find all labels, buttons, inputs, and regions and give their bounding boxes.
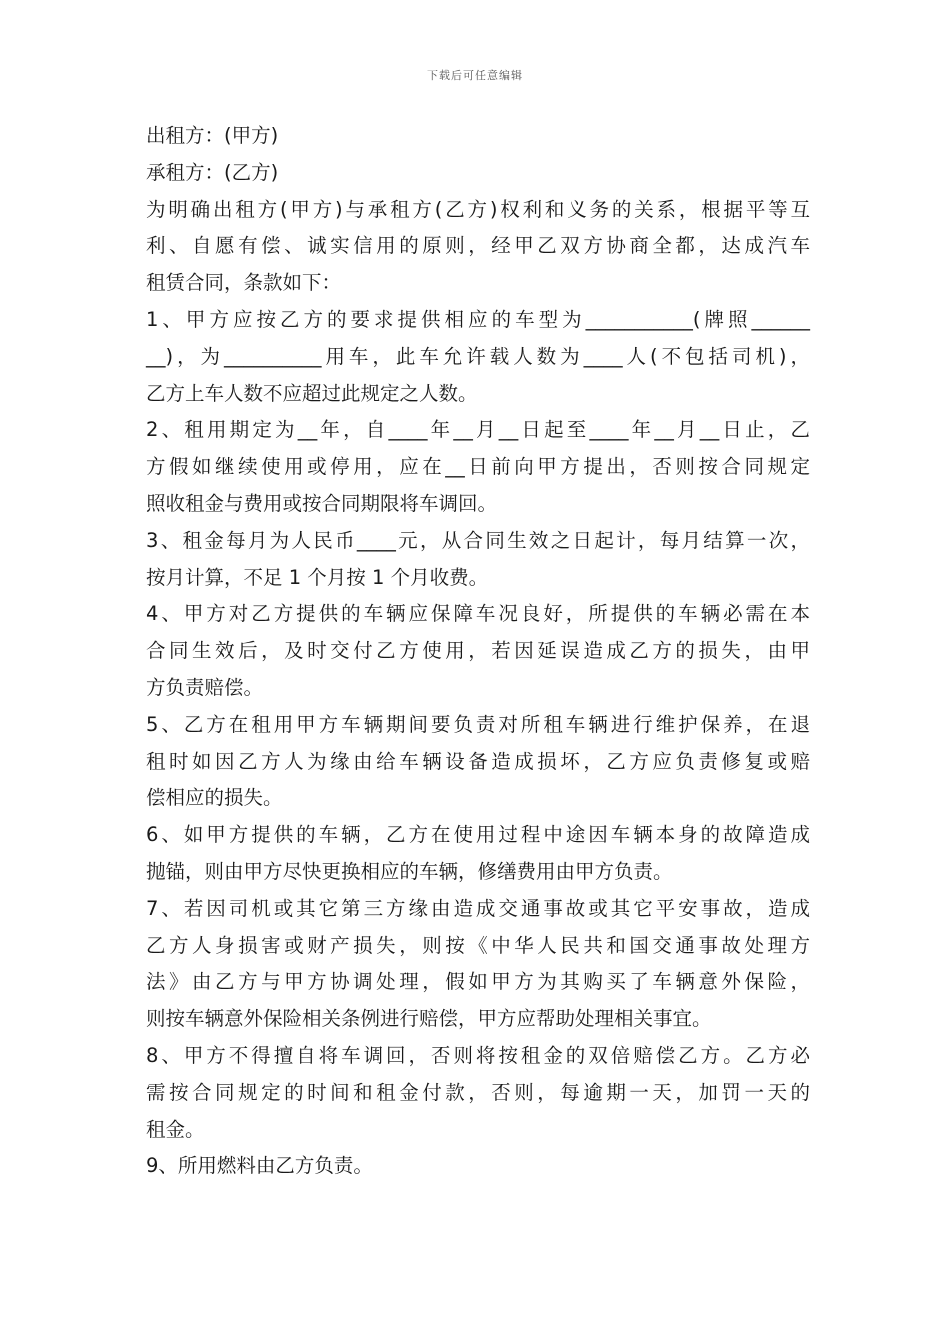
- clause-5-line: 偿相应的损失。: [146, 786, 283, 810]
- clause-5-line: 5、乙方在租用甲方车辆期间要负责对所租车辆进行维护保养，在退: [146, 712, 810, 736]
- clause-1-line: 乙方上车人数不应超过此规定之人数。: [146, 381, 478, 405]
- clause-3-line: 按月计算，不足 1 个月按 1 个月收费。: [146, 565, 489, 589]
- contract-body: [146, 118, 810, 1185]
- clause-7-line: 法》由乙方与甲方协调处理，假如甲方为其购买了车辆意外保险，: [146, 970, 810, 994]
- clause-8-line: 需按合同规定的时间和租金付款，否则，每逾期一天，加罚一天的: [146, 1080, 810, 1104]
- clause-4-line: 方负责赔偿。: [146, 675, 264, 699]
- clause-4-line: 合同生效后，及时交付乙方使用，若因延误造成乙方的损失，由甲: [146, 639, 810, 663]
- clause-2-line: 照收租金与费用或按合同期限将车调回。: [146, 491, 498, 515]
- preamble-line: 利、自愿有偿、诚实信用的原则，经甲乙双方协商全都，达成汽车: [146, 234, 810, 258]
- clause-1-line: __)，为__________用车，此车允许载人数为____人(不包括司机)，: [146, 344, 810, 368]
- clause-8-line: 租金。: [146, 1117, 205, 1141]
- clause-3-line: 3、租金每月为人民币____元，从合同生效之日起计，每月结算一次，: [146, 528, 810, 552]
- lessor-line: 出租方：(甲方): [146, 124, 279, 147]
- clause-7-line: 乙方人身损害或财产损失，则按《中华人民共和国交通事故处理方: [146, 933, 810, 957]
- clause-7-line: 则按车辆意外保险相关条例进行赔偿，甲方应帮助处理相关事宜。: [146, 1007, 712, 1031]
- preamble-line: 租赁合同，条款如下：: [146, 271, 342, 295]
- clause-8-line: 8、甲方不得擅自将车调回，否则将按租金的双倍赔偿乙方。乙方必: [146, 1043, 810, 1067]
- clause-4-line: 4、甲方对乙方提供的车辆应保障车况良好，所提供的车辆必需在本: [146, 602, 810, 626]
- clause-6-line: 6、如甲方提供的车辆，乙方在使用过程中途因车辆本身的故障造成: [146, 823, 810, 847]
- page-header-note: 下载后可任意编辑: [427, 69, 523, 82]
- clause-2-line: 2、租用期定为__年，自____年__月__日起至____年__月__日止，乙: [146, 418, 810, 442]
- clause-2-line: 方假如继续使用或停用，应在__日前向甲方提出，否则按合同规定: [146, 455, 810, 479]
- clause-7-line: 7、若因司机或其它第三方缘由造成交通事故或其它平安事故，造成: [146, 896, 810, 920]
- clause-5-line: 租时如因乙方人为缘由给车辆设备造成损坏，乙方应负责修复或赔: [146, 749, 810, 773]
- lessee-line: 承租方：(乙方): [146, 160, 279, 184]
- clause-6-line: 抛锚，则由甲方尽快更换相应的车辆，修缮费用由甲方负责。: [146, 859, 673, 883]
- clause-1-line: 1、甲方应按乙方的要求提供相应的车型为___________(牌照______: [146, 307, 810, 331]
- clause-9-line: 9、所用燃料由乙方负责。: [146, 1154, 373, 1178]
- preamble-line: 为明确出租方(甲方)与承租方(乙方)权利和义务的关系，根据平等互: [146, 197, 810, 221]
